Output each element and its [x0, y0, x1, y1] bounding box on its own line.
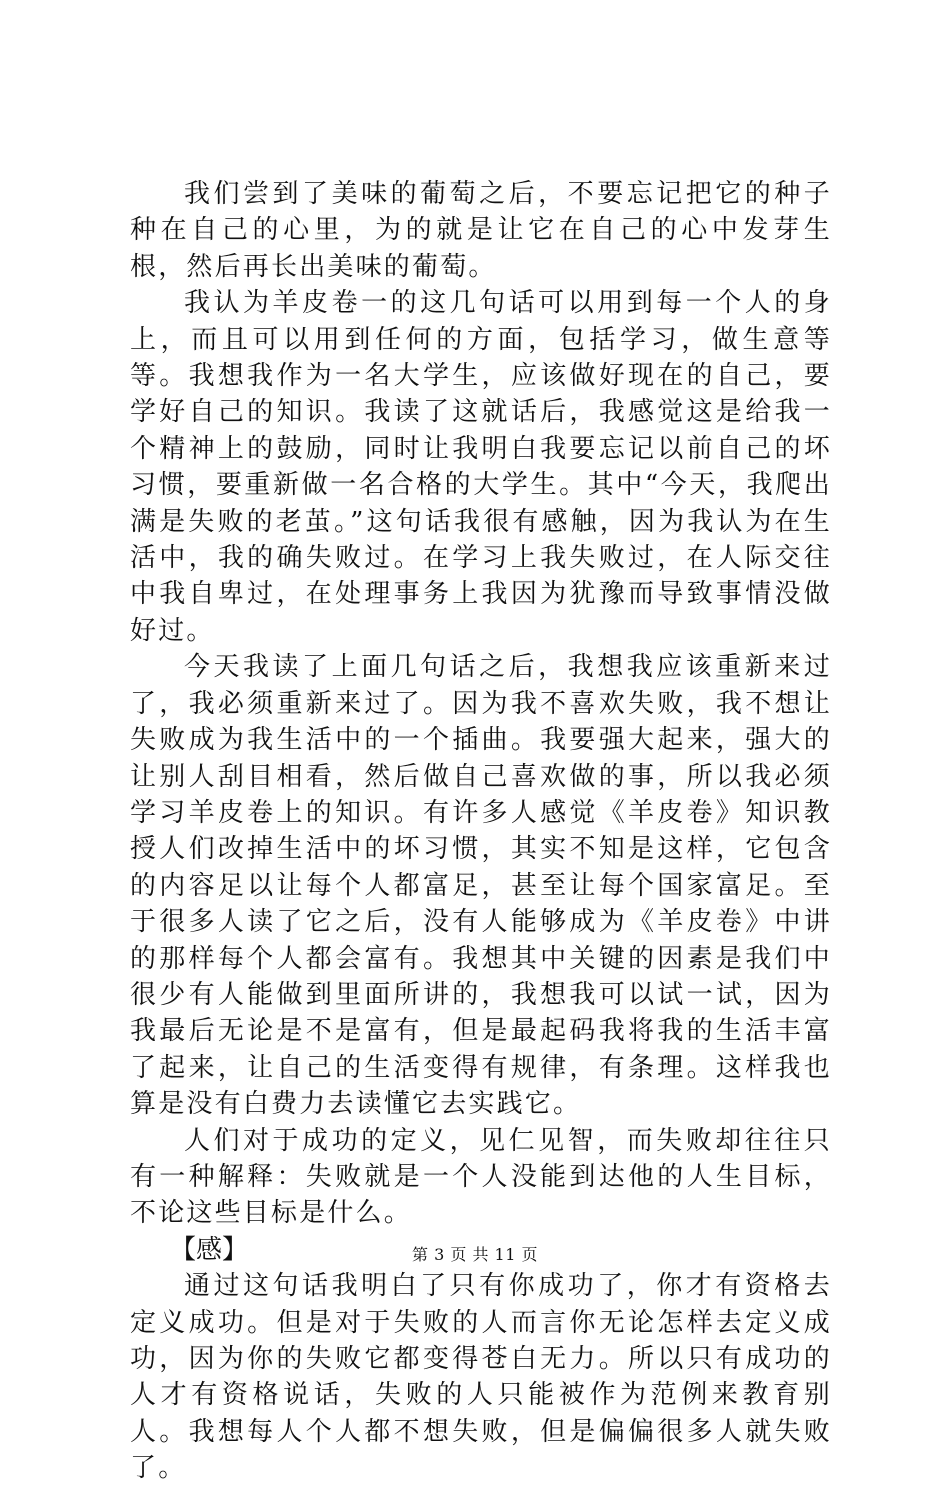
closing-paragraph: 通过这句话我明白了只有你成功了，你才有资格去定义成功。但是对于失败的人而言你无论怎样去定义成功，因为你的失败它都变得苍白无力。所以只有成功的人才有资格说话，失败的人只能被作为范例来教育别人。我想每人个人都不想失败，但是偏偏很多人就失败了。	[130, 1271, 832, 1484]
paragraph-2: 我认为羊皮卷一的这几句话可以用到每一个人的身上，而且可以用到任何的方面，包括学习，做生意等等。我想我作为一名大学生，应该做好现在的自己，要学好自己的知识。我读了这就话后，我感觉这是给我一个精神上的鼓励，同时让我明白我要忘记以前自己的坏习惯，要重新做一名合格的大学生。其中“今天，我爬出满是失败的老茧。”这句话我很有感触，因为我认为在生活中，我的确失败过。在学习上我失败过，在人际交往中我自卑过，在处理事务上我因为犹豫而导致事情没做好过。	[130, 288, 832, 646]
paragraph-1: 我们尝到了美味的葡萄之后，不要忘记把它的种子种在自己的心里，为的就是让它在自己的心中发芽生根，然后再长出美味的葡萄。	[130, 179, 832, 282]
paragraph-4: 人们对于成功的定义，见仁见智，而失败却往往只有一种解释：失败就是一个人没能到达他的人生目标，不论这些目标是什么。	[130, 1125, 832, 1229]
paragraph-3: 今天我读了上面几句话之后，我想我应该重新来过了，我必须重新来过了。因为我不喜欢失败，我不想让失败成为我生活中的一个插曲。我要强大起来，强大的让别人刮目相看，然后做自己喜欢做的事，所以我必须学习羊皮卷上的知识。有许多人感觉《羊皮卷》知识教授人们改掉生活中的坏习惯，其实不知是这样，它包含的内容足以让每个人都富足，甚至让每个国家富足。至于很多人读了它之后，没有人能够成为《羊皮卷》中讲的那样每个人都会富有。我想其中关键的因素是我们中很少有人能做到里面所讲的，我想我可以试一试，因为我最后无论是不是富有，但是最起码我将我的生活丰富了起来，让自己的生活变得有规律，有条理。这样我也算是没有白费力去读懂它去实践它。	[130, 652, 832, 1120]
section-heading: 【感】	[170, 1234, 249, 1265]
page-footer: 第 3 页 共 11 页	[412, 1245, 538, 1264]
document-body	[130, 176, 832, 1487]
